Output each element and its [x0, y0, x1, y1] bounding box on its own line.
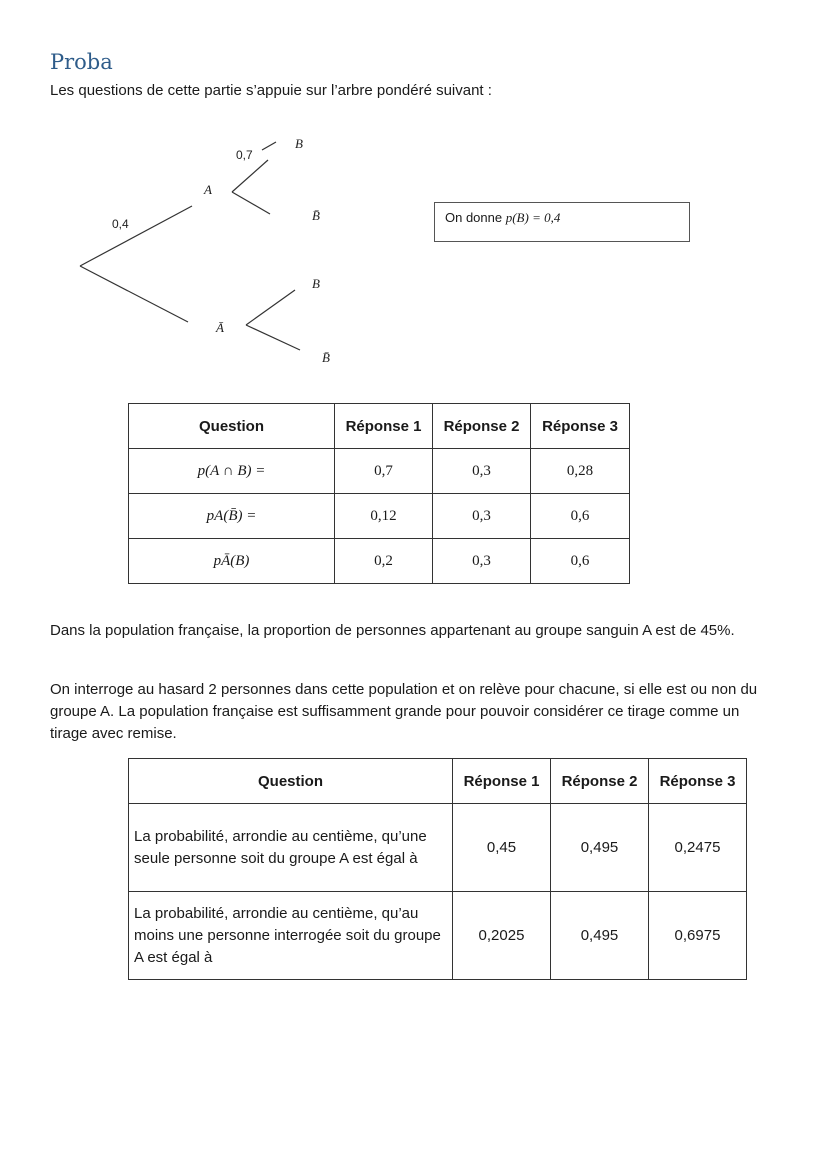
answer-cell: 0,6 [531, 494, 630, 539]
question-cell: p(A ∩ B) = [129, 449, 335, 494]
answer-cell: 0,6 [531, 539, 630, 584]
section-title: Proba [50, 50, 113, 74]
branch-root-Abar [80, 266, 188, 322]
answer-cell: 0,495 [551, 804, 649, 892]
branch-Abar-B [246, 290, 295, 325]
table-row [129, 804, 747, 892]
node-A: A [204, 182, 212, 197]
answer-cell: 0,45 [453, 804, 551, 892]
header-answer-3: Réponse 3 [531, 404, 630, 449]
branch-A-Bbar [232, 192, 270, 214]
table-header-row [129, 404, 630, 449]
paragraph-draw: On interroge au hasard 2 personnes dans cette population et on relève pour chacune, si elle est ou non du groupe A. La population française est suffisamment grande pour pouvoir considérer ce tirage comme un tirage avec remise. [50, 681, 758, 742]
answer-cell: 0,2 [335, 539, 433, 584]
branch-A-B-tip [262, 142, 276, 150]
node-Abar: Ā [216, 320, 224, 335]
question-cell: pĀ(B) [129, 539, 335, 584]
header-answer-2: Réponse 2 [551, 759, 649, 804]
probability-tree [0, 120, 420, 370]
answer-cell: 0,3 [433, 539, 531, 584]
branch-root-A [80, 206, 192, 266]
table-row [129, 539, 630, 584]
answer-cell: 0,3 [433, 449, 531, 494]
answer-cell: 0,3 [433, 494, 531, 539]
node-Bbar-top: B̄ [312, 208, 320, 223]
answer-cell: 0,12 [335, 494, 433, 539]
intro-text: Les questions de cette partie s’appuie sur l’arbre pondéré suivant : [50, 82, 492, 99]
table-row [129, 892, 747, 980]
paragraph-blood-group: Dans la population française, la proportion de personnes appartenant au groupe sanguin A est de 45%. [50, 622, 735, 639]
question-table-2 [128, 758, 747, 980]
table-header-row [129, 759, 747, 804]
question-cell: pA(B̄) = [129, 494, 335, 539]
header-question: Question [129, 404, 335, 449]
branch-A-B [232, 160, 268, 192]
header-answer-3: Réponse 3 [649, 759, 747, 804]
answer-cell: 0,495 [551, 892, 649, 980]
node-Bbar-bottom: B̄ [322, 350, 330, 365]
node-B-top: B [295, 136, 303, 151]
header-question: Question [129, 759, 453, 804]
prob-A-B-label: 0,7 [236, 148, 253, 162]
question-cell: La probabilité, arrondie au centième, qu’au moins une personne interrogée soit du groupe A est égal à [129, 892, 453, 980]
header-answer-2: Réponse 2 [433, 404, 531, 449]
answer-cell: 0,6975 [649, 892, 747, 980]
answer-cell: 0,7 [335, 449, 433, 494]
answer-cell: 0,2475 [649, 804, 747, 892]
given-info-box [434, 202, 690, 242]
given-formula: p(B) = 0,4 [505, 210, 561, 225]
node-B-bottom: B [312, 276, 320, 291]
question-table-1 [128, 403, 630, 584]
answer-cell: 0,2025 [453, 892, 551, 980]
prob-A-label: 0,4 [112, 217, 129, 231]
table-row [129, 449, 630, 494]
table-row [129, 494, 630, 539]
answer-cell: 0,28 [531, 449, 630, 494]
question-cell: La probabilité, arrondie au centième, qu’une seule personne soit du groupe A est égal à [129, 804, 453, 892]
header-answer-1: Réponse 1 [453, 759, 551, 804]
header-answer-1: Réponse 1 [335, 404, 433, 449]
branch-Abar-Bbar [246, 325, 300, 350]
given-prefix: On donne [445, 210, 506, 225]
